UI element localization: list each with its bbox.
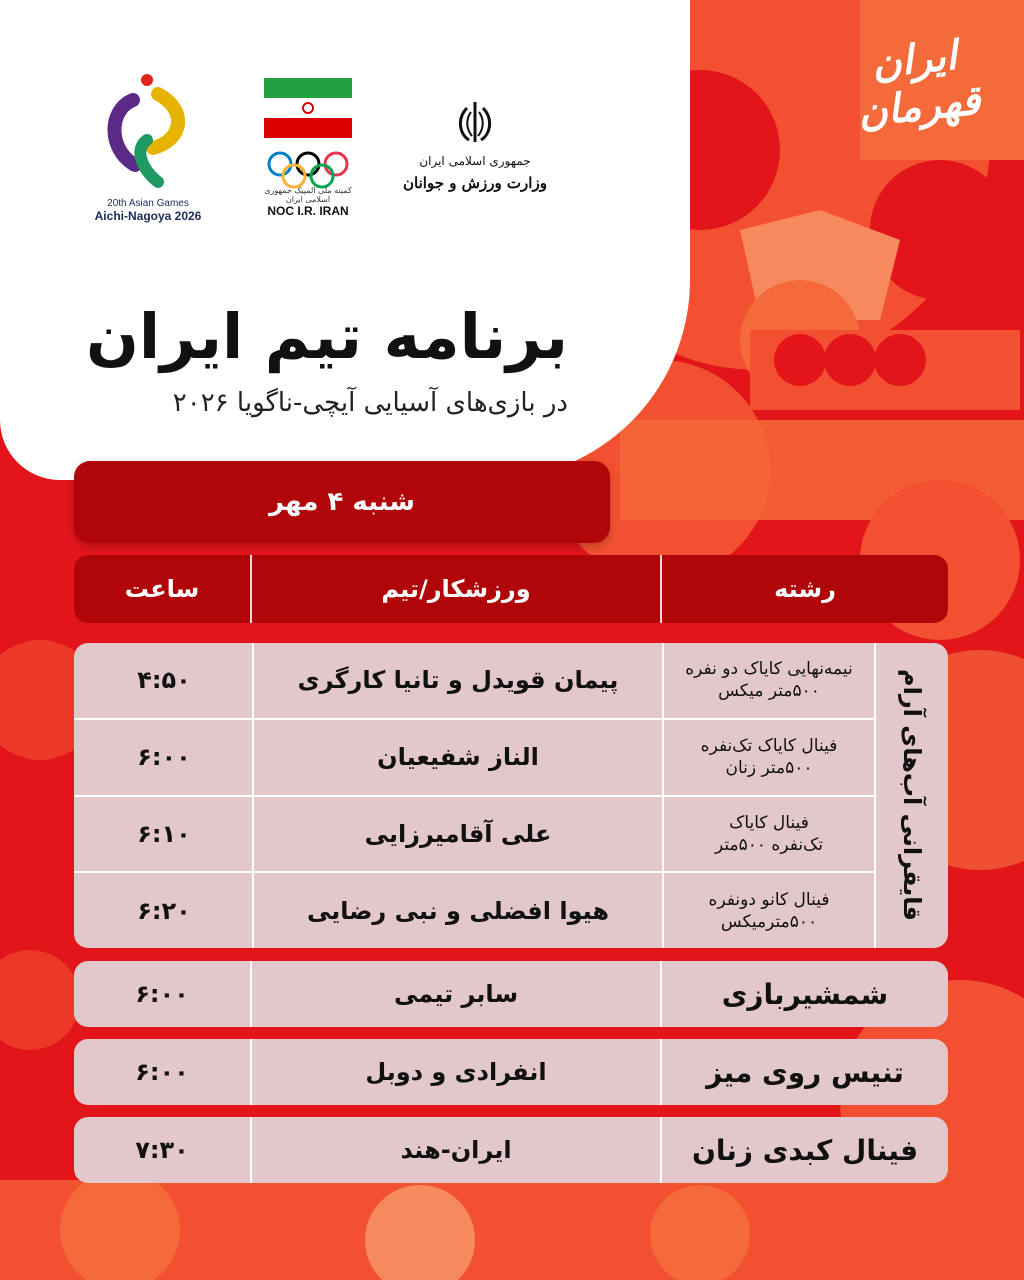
event-line-2: ۵۰۰مترمیکس [720,911,818,932]
asian-games-caption-1: 20th Asian Games [107,198,189,209]
table-row [74,795,874,872]
time-cell: ۶:۰۰ [74,961,252,1027]
noc-caption-fa: کمیته ملی المپیک جمهوری اسلامی ایران [264,186,352,204]
table-row [74,643,874,718]
ministry-caption-1: جمهوری اسلامی ایران [419,154,531,168]
time-cell: ۶:۱۰ [76,797,254,872]
table-header [74,555,948,623]
athlete-cell: ایران-هند [252,1117,662,1183]
event-cell: فینال کبدی زنان [691,1133,919,1167]
athlete-cell: انفرادی و دوبل [252,1039,662,1105]
time-cell: ۶:۲۰ [76,873,254,948]
day-banner: شنبه ۴ مهر [74,461,610,543]
athlete-cell: هیوا افضلی و نبی رضایی [254,873,664,948]
ministry-logo [390,98,560,228]
asian-games-logo [88,70,208,225]
athlete-cell: الناز شفیعیان [254,720,664,795]
table-row [74,1039,948,1105]
table-row [74,961,948,1027]
athlete-cell: پیمان قویدل و تانیا کارگری [254,643,664,718]
time-cell: ۶:۰۰ [74,1039,252,1105]
athlete-cell: سابر تیمی [252,961,662,1027]
page-title: برنامه تیم ایران [85,300,568,373]
canoe-group-label: قایقرانی آب‌های آرام [898,669,926,922]
ministry-caption-2: وزارت ورزش و جوانان [403,174,547,192]
event-line-2: ۵۰۰متر زنان [725,758,813,779]
athlete-cell: علی آقامیرزایی [254,797,664,872]
event-line-1: فینال کانو دونفره [708,889,830,910]
canoe-group [74,643,948,948]
event-cell [664,797,874,872]
asian-games-caption-2: Aichi-Nagoya 2026 [94,209,202,223]
event-cell [664,643,874,718]
noc-caption-en: NOC I.R. IRAN [267,204,349,218]
page-subtitle: در بازی‌های آسیایی آیچی-ناگویا ۲۰۲۶ [172,388,568,418]
header-athlete: ورزشکار/تیم [252,555,662,623]
event-cell: تنیس روی میز [706,1055,904,1089]
time-cell: ۶:۰۰ [76,720,254,795]
event-line-2: تک‌نفره ۵۰۰متر [715,834,823,855]
brand-logo: ایران قهرمان [855,31,983,137]
header-time: ساعت [74,555,252,623]
time-cell: ۷:۳۰ [74,1117,252,1183]
event-cell [664,873,874,948]
event-line-1: فینال کایاک تک‌نفره [700,736,838,757]
iran-flag-icon [264,78,352,138]
event-line-1: فینال کایاک [729,812,809,833]
table-row [74,718,874,795]
table-row [74,871,874,948]
event-line-1: نیمه‌نهایی کایاک دو نفره [685,659,853,680]
event-cell [664,720,874,795]
header-discipline: رشته [774,575,836,603]
time-cell: ۴:۵۰ [76,643,254,718]
olympic-rings-icon [263,150,353,190]
table-row [74,1117,948,1183]
event-line-2: ۵۰۰متر میکس [718,681,820,702]
noc-iran-logo [258,78,358,228]
iran-emblem-icon [451,98,499,146]
event-cell: شمشیربازی [721,977,889,1011]
canoe-group-label-cell [874,643,948,948]
asian-games-emblem-icon [103,70,193,190]
